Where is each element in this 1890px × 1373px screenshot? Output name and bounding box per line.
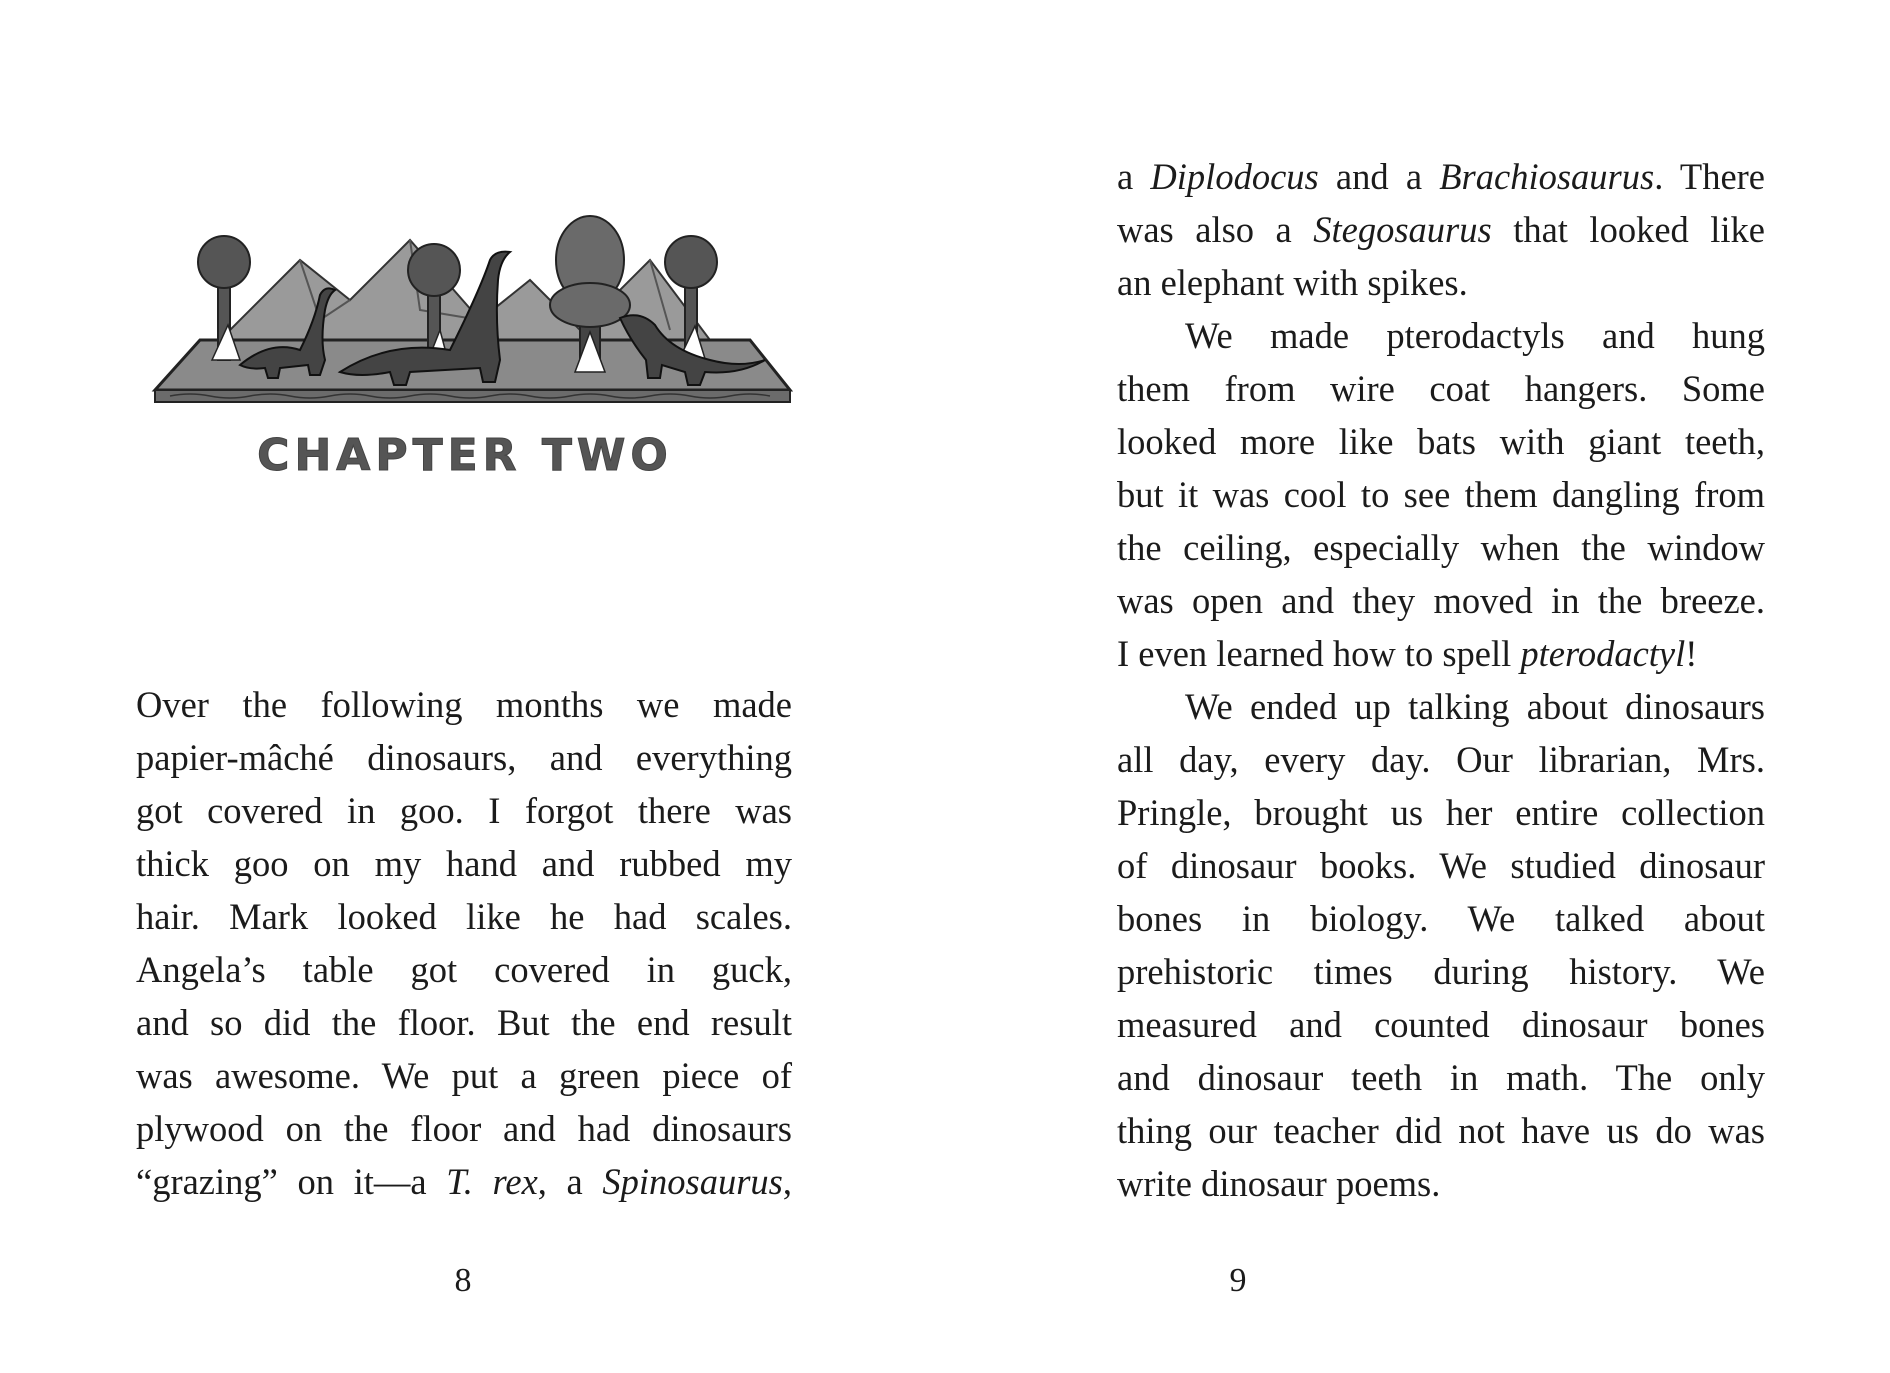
text-run: , (782, 1161, 793, 1202)
text-line: all day, every day. Our librarian, Mrs. (1117, 739, 1765, 780)
right-page (945, 0, 1890, 1373)
chapter-title: CHAPTER TWO (257, 430, 673, 481)
dinosaur-diorama-illustration (150, 200, 800, 420)
italic-text: Diplodocus (1150, 156, 1319, 197)
text-line: write dinosaur poems. (1117, 1163, 1441, 1204)
left-page-body-text (136, 678, 792, 1208)
text-line: and so did the floor. But the end result (136, 1002, 792, 1043)
text-line: thick goo on my hand and rubbed my (136, 843, 792, 884)
right-page-body-text (1117, 150, 1765, 1210)
text-line: prehistoric times during history. We (1117, 951, 1765, 992)
text-line: We ended up talking about dinosaurs (1185, 686, 1765, 727)
page-number: 8 (454, 1262, 472, 1299)
text-run: I even learned how to spell (1117, 633, 1521, 674)
text-line: the ceiling, especially when the window (1117, 527, 1765, 568)
page-number: 9 (1229, 1262, 1247, 1299)
text-line: got covered in goo. I forgot there was (136, 790, 792, 831)
text-line: them from wire coat hangers. Some (1117, 368, 1765, 409)
text-line: and dinosaur teeth in math. The only (1117, 1057, 1765, 1098)
text-line: Angela’s table got covered in guck, (136, 949, 792, 990)
text-run: that looked like (1491, 209, 1766, 250)
text-run: a (1117, 156, 1151, 197)
text-line: plywood on the floor and had dinosaurs (136, 1108, 792, 1149)
italic-text: Spinosaurus (602, 1161, 783, 1202)
text-run: was also a (1117, 209, 1314, 250)
text-run: “grazing” on it—a (136, 1161, 447, 1202)
text-line: an elephant with spikes. (1117, 262, 1468, 303)
text-line (1117, 150, 1765, 203)
italic-text: Stegosaurus (1313, 209, 1492, 250)
text-line: thing our teacher did not have us do was (1117, 1110, 1765, 1151)
italic-text: pterodactyl (1520, 633, 1686, 674)
text-line: was awesome. We put a green piece of (136, 1055, 792, 1096)
text-run: . There (1654, 156, 1765, 197)
text-line: We made pterodactyls and hung (1185, 315, 1765, 356)
text-line: Over the following months we made (136, 684, 792, 725)
text-run: and a (1318, 156, 1440, 197)
text-line: measured and counted dinosaur bones (1117, 1004, 1765, 1045)
italic-text: Brachiosaurus (1439, 156, 1655, 197)
text-line: hair. Mark looked like he had scales. (136, 896, 792, 937)
text-run: , a (537, 1161, 603, 1202)
text-line: but it was cool to see them dangling from (1117, 474, 1765, 515)
text-line: papier-mâché dinosaurs, and everything (136, 737, 792, 778)
text-run: ! (1685, 633, 1698, 674)
text-line: of dinosaur books. We studied dinosaur (1117, 845, 1765, 886)
text-line (136, 1155, 792, 1208)
text-line (1117, 203, 1765, 256)
text-line: was open and they moved in the breeze. (1117, 580, 1765, 621)
text-line: Pringle, brought us her entire collection (1117, 792, 1765, 833)
text-line: looked more like bats with giant teeth, (1117, 421, 1765, 462)
text-line: bones in biology. We talked about (1117, 898, 1765, 939)
italic-text: T. rex (446, 1161, 538, 1202)
text-line (1117, 627, 1765, 680)
